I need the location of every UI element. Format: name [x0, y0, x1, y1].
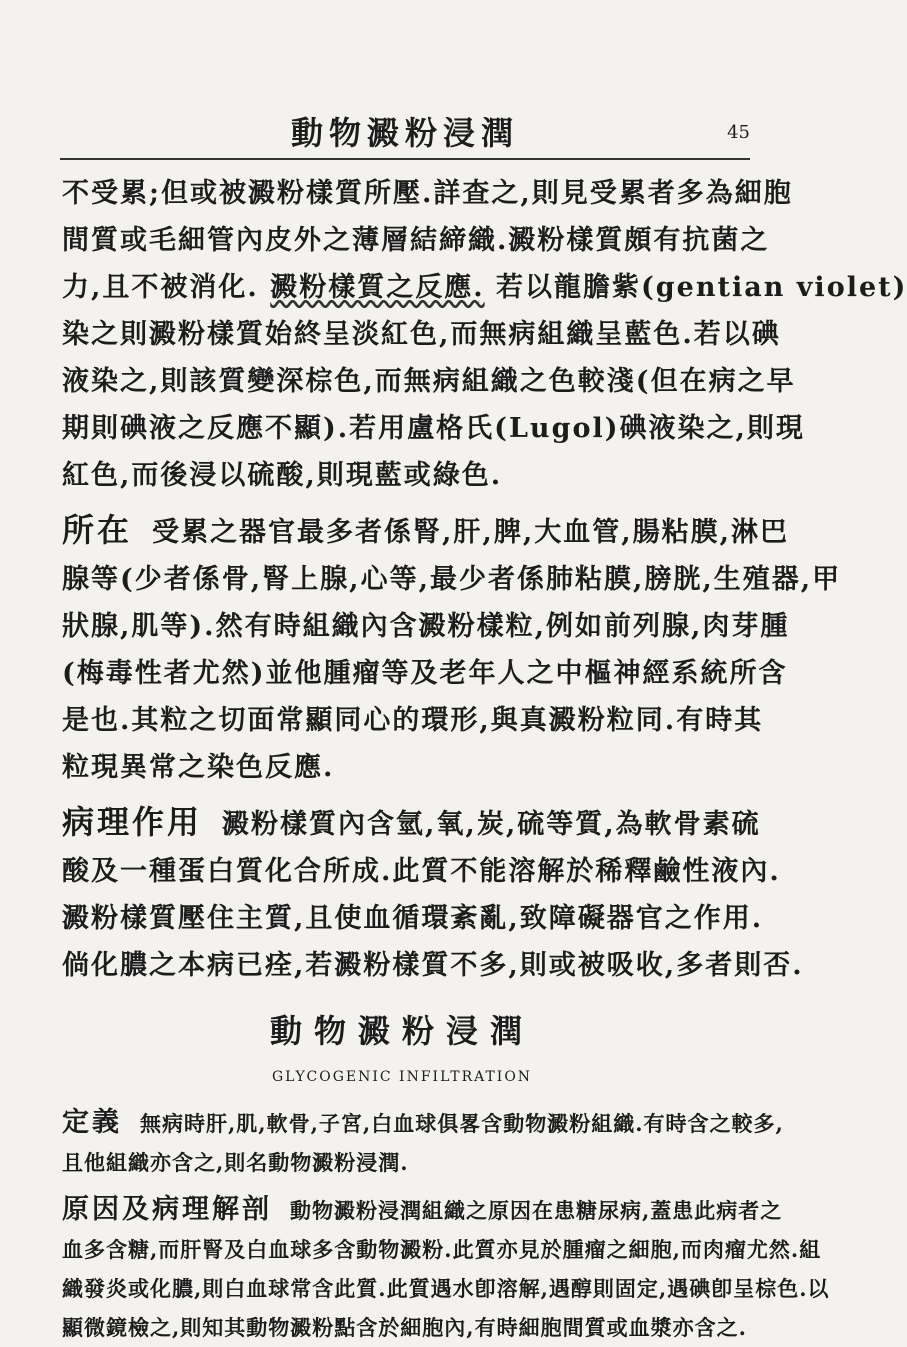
text-line: 是也.其粒之切面常顯同心的環形,與真澱粉粒同.有時其 [62, 705, 764, 736]
text-line: 腺等(少者係骨,腎上腺,心等,最少者係肺粘膜,膀胱,生殖器,甲 [62, 564, 842, 595]
text-fragment: 澱粉樣質內含氫,氧,炭,硫等質,為軟骨素硫 [222, 809, 761, 840]
text-line: 且他組織亦含之,則名動物澱粉浸潤. [62, 1150, 409, 1175]
header-rule [60, 158, 750, 160]
page-number: 45 [727, 122, 750, 143]
section-definition [62, 1103, 784, 1182]
text-line [62, 1190, 783, 1230]
chapter-title: 動物澱粉浸潤 [269, 1012, 534, 1050]
section-title: 所在 [62, 511, 133, 549]
text-fragment: 動物澱粉浸潤組織之原因在患糖尿病,蓋患此病者之 [290, 1198, 783, 1223]
text-line: 間質或毛細管內皮外之薄層結締織.澱粉樣質頗有抗菌之 [62, 225, 770, 256]
text-line [62, 1103, 784, 1143]
text-line: 酸及一種蛋白質化合所成.此質不能溶解於稀釋鹼性液內. [62, 856, 781, 887]
section-title: 病理作用 [62, 803, 203, 841]
section-title: 定義 [62, 1107, 122, 1138]
chapter-subtitle: GLYCOGENIC INFILTRATION [271, 1069, 533, 1085]
page-header [60, 108, 750, 152]
section-pathology [62, 799, 804, 989]
text-fragment: 力,且不被消化. [62, 272, 259, 303]
text-line: 紅色,而後浸以硫酸,則現藍或綠色. [62, 460, 503, 491]
text-line: 不受累;但或被澱粉樣質所壓.詳查之,則見受累者多為細胞 [62, 178, 793, 209]
text-line: 織發炎或化膿,則白血球常含此質.此質遇水卽溶解,遇醇則固定,遇碘卽呈棕色.以 [62, 1276, 830, 1301]
section-cause [62, 1190, 830, 1347]
paragraph-staining [62, 170, 907, 499]
text-fragment: 若以龍膽紫(gentian violet) [496, 272, 907, 303]
text-line: 液染之,則該質變深棕色,而無病組織之色較淺(但在病之早 [62, 366, 796, 397]
section-title: 原因及病理解剖 [62, 1194, 272, 1225]
text-line [62, 799, 761, 848]
text-line: 狀腺,肌等).然有時組織內含澱粉樣粒,例如前列腺,肉芽腫 [62, 611, 790, 642]
underlined-heading: 澱粉樣質之反應. [270, 272, 485, 303]
running-head: 動物澱粉浸潤 [290, 114, 519, 152]
page-body [62, 170, 907, 1347]
text-line: (梅毒性者尤然)並他腫瘤等及老年人之中樞神經系統所含 [62, 658, 788, 689]
text-line: 期則碘液之反應不顯).若用盧格氏(Lugol)碘液染之,則現 [62, 413, 805, 444]
text-line: 粒現異常之染色反應. [62, 752, 335, 783]
text-line: 血多含糖,而肝腎及白血球多含動物澱粉.此質亦見於腫瘤之細胞,而肉瘤尤然.組 [62, 1237, 822, 1262]
text-line [62, 264, 907, 311]
section-location [62, 507, 842, 791]
text-fragment: 受累之器官最多者係腎,肝,脾,大血管,腸粘膜,淋巴 [152, 517, 790, 548]
text-line: 顯微鏡檢之,則知其動物澱粉點含於細胞內,有時細胞間質或血漿亦含之. [62, 1315, 747, 1340]
text-line [62, 507, 790, 556]
text-fragment: 無病時肝,肌,軟骨,子宮,白血球俱畧含動物澱粉組織.有時含之較多, [140, 1111, 784, 1136]
text-line: 倘化膿之本病已痊,若澱粉樣質不多,則或被吸收,多者則否. [62, 950, 804, 981]
text-line: 澱粉樣質壓住主質,且使血循環紊亂,致障礙器官之作用. [62, 903, 764, 934]
text-line: 染之則澱粉樣質始終呈淡紅色,而無病組織呈藍色.若以碘 [62, 319, 781, 350]
